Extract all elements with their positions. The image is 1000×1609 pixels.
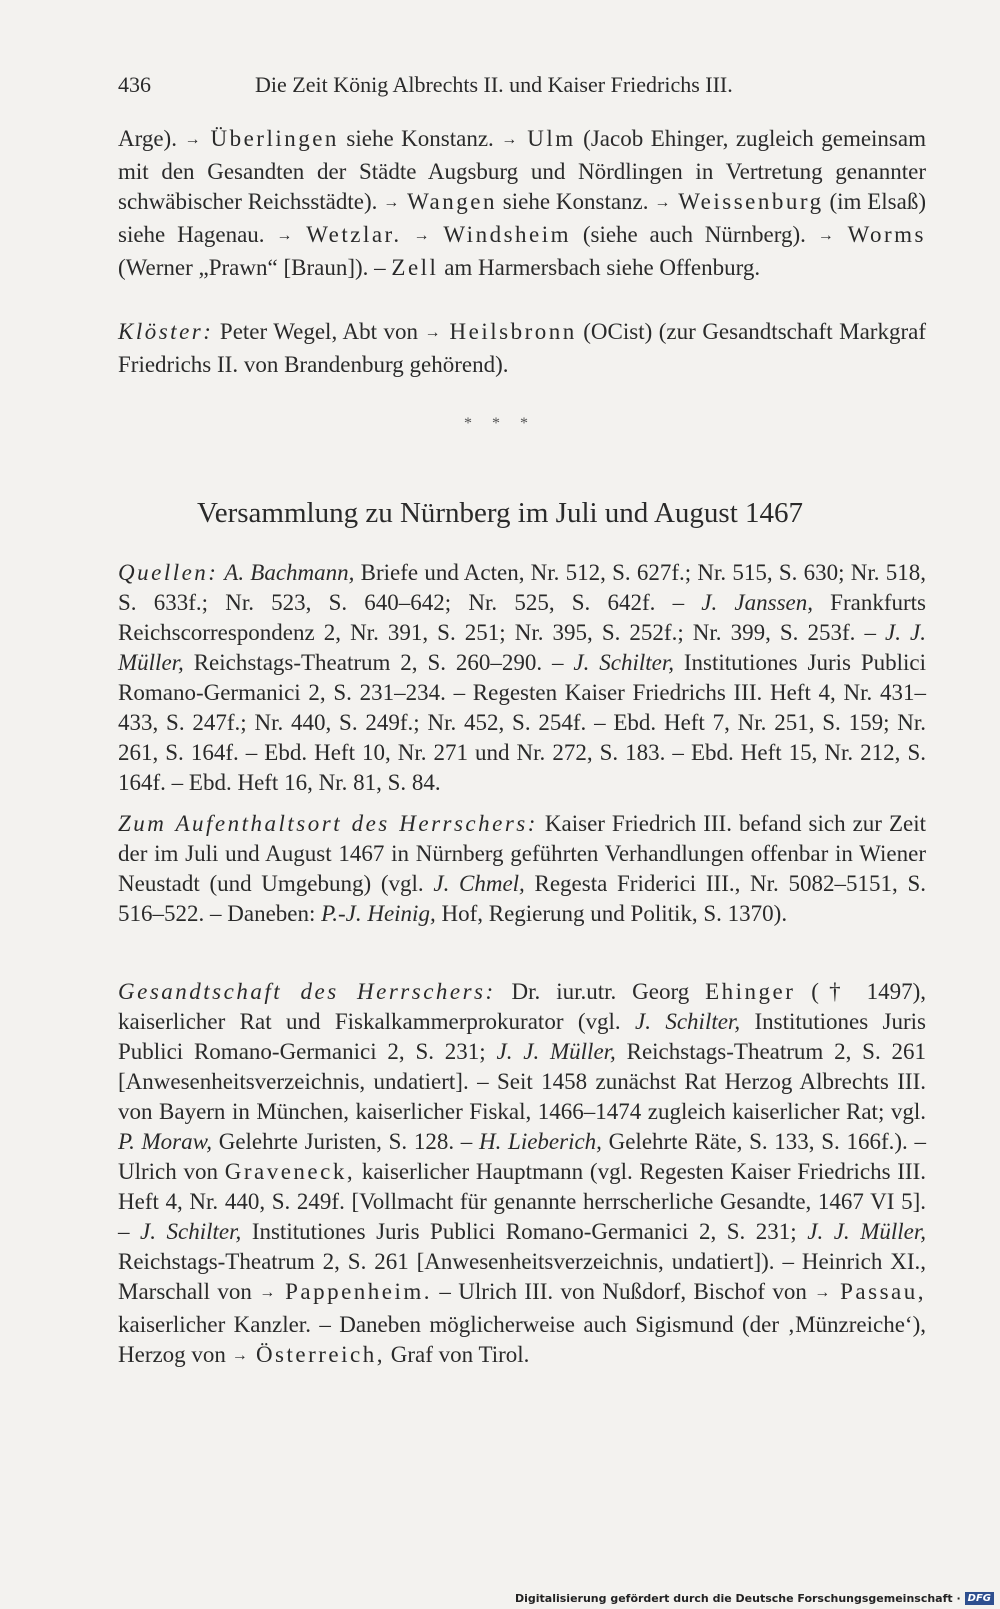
paragraph-gesandtschaft: Gesandtschaft des Herrschers: Dr. iur.utr. Georg Ehinger († 1497), kaiserlicher Rat und Fiskalkammerprokurator (vgl. J. Schilter, Institutiones Juris Publici Romano-Germanici 2, S. 231; J. J. Müller, Reichstags-Theatrum 2, S. 261 [Anwesenheitsverzeichnis, undatiert]. – Seit 1458 zunächst Rat Herzog Albrechts III. von Bayern in München, kaiserlicher Fiskal, 1466–1474 zugleich kaiserlicher Rat; vgl. P. Moraw, Gelehrte Juristen, S. 128. – H. Lieberich, Gelehrte Räte, S. 133, S. 166f.). – Ulrich von Graveneck, kaiserlicher Hauptmann (vgl. Regesten Kaiser Friedrichs III. Heft 4, Nr. 440, S. 249f. [Vollmacht für genannte herrscherliche Gesandte, 1467 VI 5]. – J. Schilter, Institutiones Juris Publici Romano-Germanici 2, S. 231; J. J. Müller, Reichstags-Theatrum 2, S. 261 [Anwesenheitsverzeichnis, undatiert]). – Heinrich XI., Marschall von → Pappenheim. – Ulrich III. von Nußdorf, Bischof von → Passau, kaiserlicher Kanzler. – Daneben möglicherweise auch Sigismund (der ‚Münzreiche‘), Herzog von → Österreich, Graf von Tirol.: [118, 977, 926, 1373]
section-separator: * * *: [464, 415, 536, 432]
paragraph-quellen: Quellen: A. Bachmann, Briefe und Acten, Nr. 512, S. 627f.; Nr. 515, S. 630; Nr. 518, S. 633f.; Nr. 523, S. 640–642; Nr. 525, S. 642f. – J. Janssen, Frankfurts Reichscorrespondenz 2, Nr. 391, S. 251; Nr. 395, S. 252f.; Nr. 399, S. 253f. – J. J. Müller, Reichstags-Theatrum 2, S. 260–290. – J. Schilter, Institutiones Juris Publici Romano-Germanici 2, S. 231–234. – Regesten Kaiser Friedrichs III. Heft 4, Nr. 431–433, S. 247f.; Nr. 440, S. 249f.; Nr. 452, S. 254f. – Ebd. Heft 7, Nr. 251, S. 159; Nr. 261, S. 164f. – Ebd. Heft 10, Nr. 271 und Nr. 272, S. 183. – Ebd. Heft 15, Nr. 212, S. 164f. – Ebd. Heft 16, Nr. 81, S. 84.: [118, 560, 927, 795]
arrow-icon: →: [231, 1347, 248, 1364]
arrow-icon: →: [501, 131, 518, 148]
running-title: Die Zeit König Albrechts II. und Kaiser Friedrichs III.: [255, 72, 733, 97]
footer-text: Digitalisierung gefördert durch die Deutsche Forschungsgemeinschaft ·: [514, 1592, 961, 1605]
dfg-logo: DFG: [965, 1592, 994, 1605]
arrow-icon: →: [383, 194, 400, 211]
arrow-icon: →: [424, 324, 441, 341]
section-title: Versammlung zu Nürnberg im Juli und August 1467: [196, 497, 803, 529]
arrow-icon: →: [276, 227, 293, 244]
paragraph-cities: Arge). → Überlingen siehe Konstanz. → Ulm (Jacob Ehinger, zugleich gemeinsam mit den Gesandten der Städte Augsburg und Nördlingen in Vertretung genannter schwäbischer Reichsstädte). → Wangen siehe Konstanz. → Weissenburg (im Elsaß) siehe Hagenau. → Wetzlar. → Windsheim (siehe auch Nürnberg). → Worms (Werner „Prawn“ [Braun]). – Zell am Harmersbach siehe Offenburg.: [118, 126, 926, 280]
arrow-icon: →: [817, 227, 834, 244]
section-label: Gesandtschaft des Herrschers:: [118, 979, 496, 1004]
paragraph-kloster: Klöster: Peter Wegel, Abt von → Heilsbronn (OCist) (zur Gesandtschaft Markgraf Friedrichs II. von Brandenburg gehörend).: [118, 319, 926, 377]
arrow-icon: →: [184, 131, 201, 148]
arrow-icon: →: [654, 194, 671, 211]
section-label: Klöster:: [118, 319, 214, 344]
arrow-icon: →: [413, 227, 430, 244]
arrow-icon: →: [814, 1284, 831, 1301]
footer-credit: [515, 1592, 994, 1605]
arrow-icon: →: [259, 1284, 276, 1301]
paragraph-aufenthaltsort: Zum Aufenthaltsort des Herrschers: Kaiser Friedrich III. befand sich zur Zeit der im Juli und August 1467 in Nürnberg geführten Verhandlungen offenbar in Wiener Neustadt (und Umgebung) (vgl. J. Chmel, Regesta Friderici III., Nr. 5082–5151, S. 516–522. – Daneben: P.-J. Heinig, Hof, Regierung und Politik, S. 1370).: [118, 811, 926, 926]
page-number: 436: [118, 72, 151, 97]
section-label: Quellen:: [118, 560, 219, 585]
section-label: Zum Aufenthaltsort des Herrschers:: [118, 811, 538, 836]
